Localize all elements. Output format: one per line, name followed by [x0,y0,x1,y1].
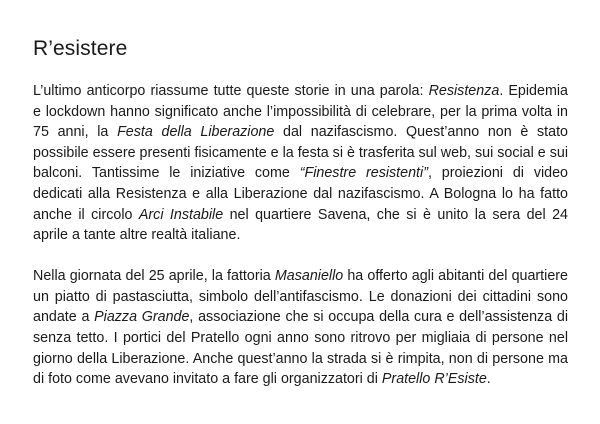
paragraph-2 [33,266,568,390]
paragraph-1-italic-4: Arci Instabile [138,206,224,223]
paragraph-1-text-1: L’ultimo anticorpo riassume tutte queste storie in una parola: [33,83,429,99]
paragraph-2-text-4: . [486,371,491,388]
paragraph-2-italic-2: Piazza Grande [94,309,190,326]
paragraph-1-text-2: . Epidemia e lockdown hanno significato anche l’impossibilità di celebrare, per la prima volta in 75 anni, la [33,83,568,141]
paragraph-1-italic-1: Resistenza [428,83,500,99]
document-title: R’esistere [33,37,128,60]
paragraph-1-italic-2: Festa della Liberazione [117,124,275,141]
paragraph-2-italic-3: Pratello R’Esiste [381,371,487,388]
document-page [33,36,568,390]
paragraph-1-italic-3: “Finestre resistenti” [299,165,428,182]
paragraph-2-text-2: ha offerto agli abitanti del quartiere un piatto di pastasciutta, simbolo dell’antifascismo. Le donazioni dei cittadini sono andate a [33,268,568,326]
paragraph-2-italic-1: Masaniello [274,268,344,285]
paragraph-2-text-1: Nella giornata del 25 aprile, la fattoria [33,268,275,285]
paragraph-1-text-4: , proiezioni di video dedicati alla Resistenza e alla Liberazione dal nazifascismo. A Bologna lo ha fatto anche il circolo [33,165,568,223]
paragraph-1 [33,81,568,246]
paragraph-1-text-3: dal nazifascismo. Quest’anno non è stato possibile essere presenti fisicamente e la festa si è trasferita sul web, sui social e sui balconi. Tantissime le iniziative come [33,124,569,182]
paragraph-1-text-5: nel quartiere Savena, che si è unito la sera del 24 aprile a tante altre realtà italiane. [33,206,568,244]
paragraph-2-text-3: , associazione che si occupa della cura e dell’assistenza di senza tetto. I portici del Pratello ogni anno sono ritrovo per migliaia di persone nel giorno della Liberazione. Anche quest’anno la strada si è rimpita, non di persone ma di foto come avevano invitato a fare gli organizzatori di [33,309,568,388]
